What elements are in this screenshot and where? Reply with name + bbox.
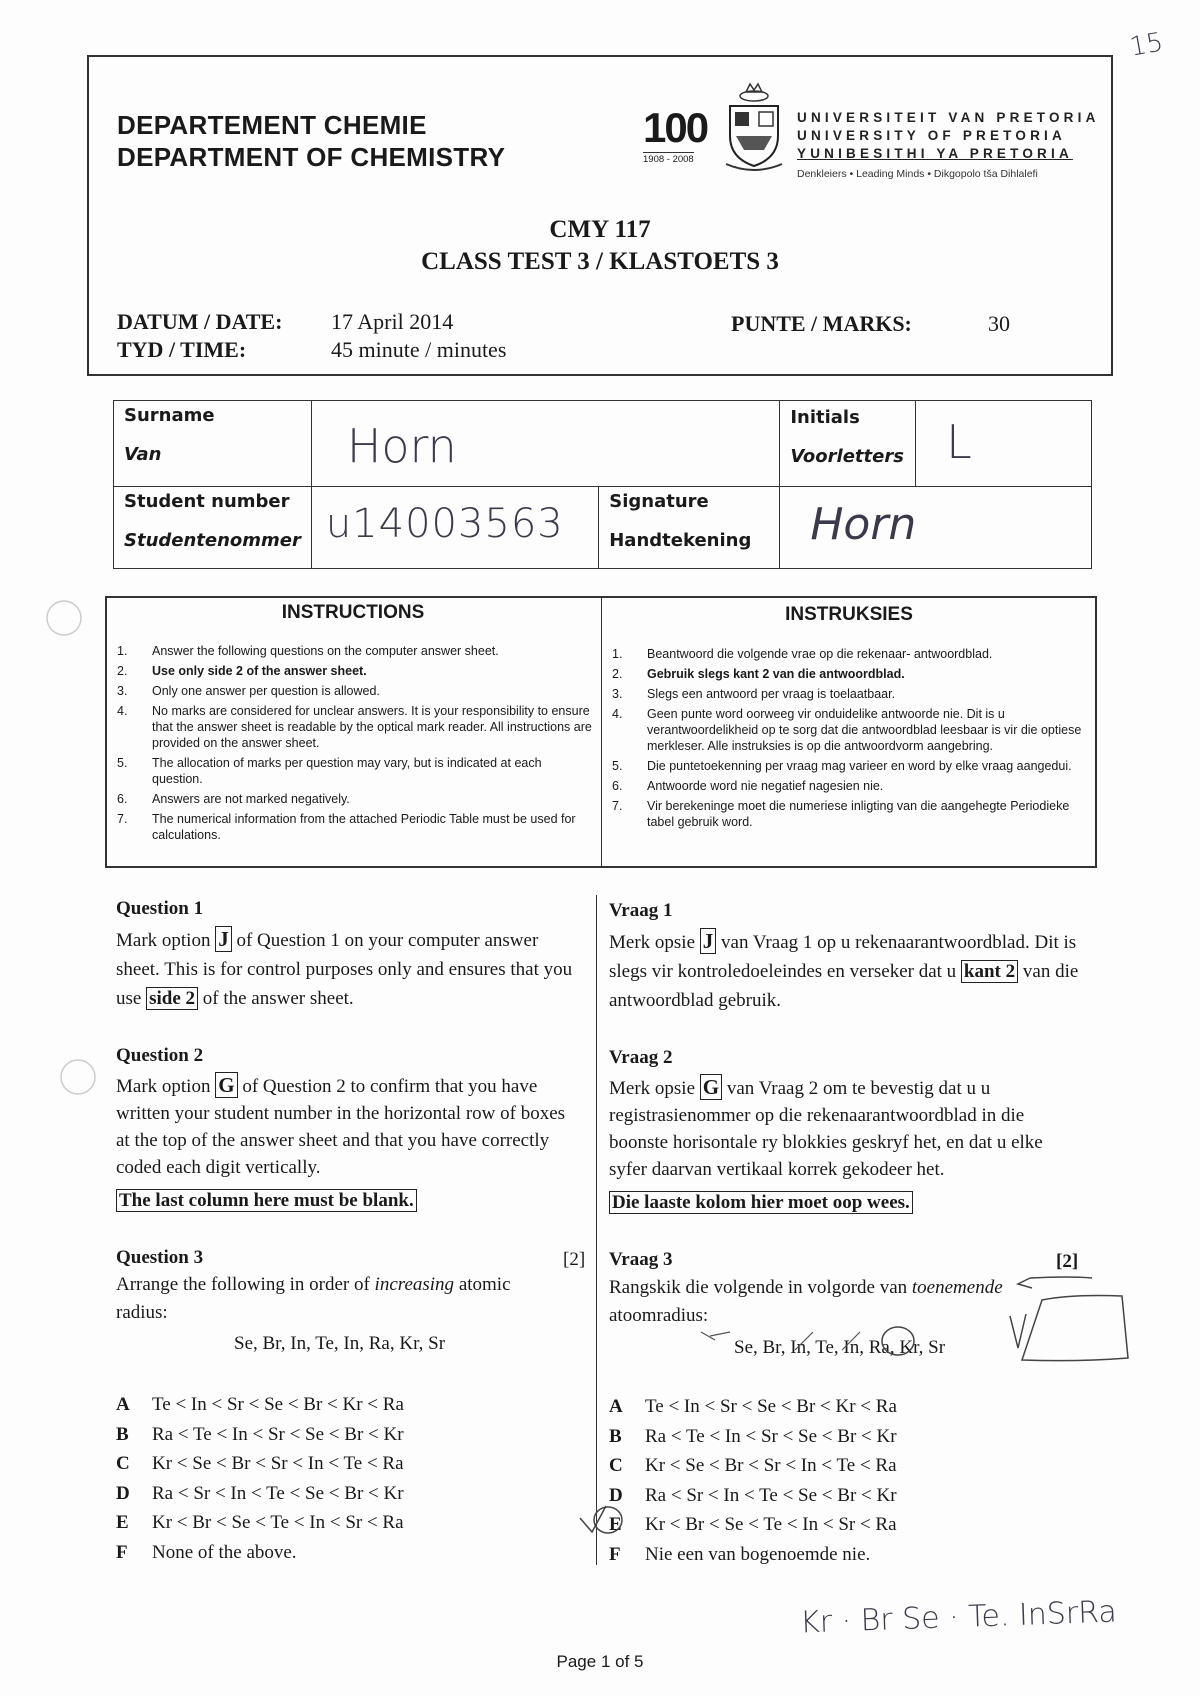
q3-option-c [116,1453,536,1479]
instr-af-item-text: Vir berekeninge moet die numeriese inligting van die aangehegte Periodieke tabel gebruik word. [647,799,1070,829]
option-text: Kr < Se < Br < Sr < In < Te < Ra [152,1453,404,1474]
voorletters-label: Voorletters [790,446,904,467]
option-letter: F [609,1543,621,1565]
uni-name-af: UNIVERSITEIT VAN PRETORIA [797,110,1100,125]
q1-text-af-a: Merk opsie [609,932,700,953]
instr-en-item-text: Use only side 2 of the answer sheet. [152,664,367,678]
q3-option-a [116,1394,536,1420]
instr-en-item-4 [117,703,592,751]
q3-option-b [116,1424,536,1450]
instr-en-item-number: 6. [117,792,128,806]
option-letter: A [609,1396,623,1417]
instr-af-item-text: Slegs een antwoord per vraag is toelaatbaar. [647,687,896,701]
instr-af-item-number: 6. [612,779,623,793]
instr-en-item-number: 1. [117,644,128,658]
instr-en-item-5 [117,755,592,787]
q1-heading-en: Question 1 [116,898,204,919]
surname-label: Surname [124,405,215,426]
q1-text-en-c: of the answer sheet. [198,988,354,1009]
q3-text-en [116,1271,556,1327]
instr-af-item-number: 7. [612,799,623,813]
instructions-title-af: INSTRUKSIES [785,604,913,625]
option-letter: B [609,1425,622,1447]
studentenommer-label: Studentenommer [124,530,301,551]
course-code: CMY 117 [549,216,651,243]
q2-heading-en: Question 2 [116,1045,204,1066]
q3-element-list-af: Se, Br, In, Te, In, Ra, Kr, Sr [734,1337,946,1358]
q2-heading-af: Vraag 2 [609,1047,673,1068]
instr-af-item-text: Geen punte word oorweeg vir onduidelike antwoorde nie. Dit is u verantwoordelikheid op te sorg dat die antwoordblad leesbaar is vir die optiese merkleser. Alle instruksies is op die antwoordvorm aangebring. [647,707,1082,753]
instr-en-item-number: 7. [117,812,128,826]
q3-marks-af: [2] [1056,1251,1079,1272]
annotation-scribbles [560,1250,1160,1550]
q3-option-e [116,1512,536,1538]
instr-af-item-2 [612,666,1082,682]
q2-text-en-b: of Question 2 to confirm that you have written your student number in the horizontal row of boxes at the top of the answer sheet and that you have correctly coded each digit vertically. [116,1076,566,1178]
signature-label: Signature [609,491,709,512]
marks-value: 30 [988,311,1010,336]
q3-option-d [116,1483,536,1509]
q3-text-af-a: Rangskik die volgende in volgorde van [609,1277,912,1298]
q1-text-af-b: van Vraag 1 op u rekenaarantwoordblad. Dit is slegs vir kontroledoeleindes en verseker dat u [609,932,1077,982]
instr-en-item-3 [117,683,592,699]
signature-value: Horn [810,499,917,550]
q1-text-en-a: Mark option [116,930,216,951]
handwritten-working: Kr · Br Se · Te. InSrRa [799,1594,1118,1641]
q2-text-en [116,1072,576,1181]
option-letter: C [609,1455,623,1476]
date-value: 17 April 2014 [331,309,454,334]
university-crest-icon [722,72,786,176]
instr-af-item-text: Gebruik slegs kant 2 van die antwoordblad. [647,667,905,681]
instr-af-item-number: 4. [612,707,623,721]
q2-blank-box-af: Die laaste kolom hier moet oop wees. [609,1191,913,1214]
option-letter: B [116,1423,129,1445]
q1-heading-af: Vraag 1 [609,900,673,921]
time-value: 45 minute / minutes [331,337,507,362]
instr-af-item-5 [612,758,1082,774]
option-text: Ra < Te < In < Sr < Se < Br < Kr [152,1423,404,1445]
q3-text-af-b: atoomradius: [609,1305,709,1326]
q1-side-box-af: kant 2 [961,960,1018,983]
marks-label: PUNTE / MARKS: [731,311,912,336]
instr-af-item-number: 5. [612,759,623,773]
dept-en: DEPARTMENT OF CHEMISTRY [117,142,506,172]
centenary-number: 100 [643,104,708,151]
q3-text-en-a: Arrange the following in order of [116,1274,375,1295]
instr-af-item-1 [612,646,1082,662]
q1-text-en-b: of Question 1 on your computer answer sheet. This is for control purposes only and ensures that you use [116,930,573,1009]
instructions-list-af [612,646,1082,834]
instr-af-item-7 [612,798,1082,830]
q2-option-box-af: G [700,1074,722,1100]
date-label: DATUM / DATE: [117,309,283,334]
instr-af-item-4 [612,706,1082,754]
page-number: Page 1 of 5 [556,1652,644,1671]
option-letter: E [609,1514,622,1535]
punch-hole-bottom [58,1057,98,1097]
q2-text-af-b: van Vraag 2 om te bevestig dat u u registrasienommer op die rekenaarantwoordblad in die boonste horisontale ry blokkies geskryf het, en dat u elke syfer daarvan vertikaal korrek gekodeer het. [609,1078,1043,1180]
option-text: Ra < Te < In < Sr < Se < Br < Kr [645,1425,897,1447]
surname-value: Horn [346,419,457,473]
q1-option-box-en: J [215,926,232,952]
instr-en-item-number: 5. [117,756,128,770]
q2-text-af [609,1074,1079,1183]
option-letter: D [609,1484,623,1506]
q3-heading-en: Question 3 [116,1247,204,1268]
dept-af: DEPARTEMENT CHEMIE [117,110,427,140]
student-number-label: Student number [124,491,290,512]
instr-af-item-number: 1. [612,647,623,661]
option-letter: E [116,1512,129,1533]
q2-blank-note-en [116,1186,417,1215]
instructions-list-en [117,643,592,847]
punch-hole-top [44,598,84,638]
initials-label: Initials [790,407,860,428]
instr-en-item-number: 4. [117,704,128,718]
option-text: Nie een van bogenoemde nie. [645,1543,871,1565]
test-title: CLASS TEST 3 / KLASTOETS 3 [421,248,779,275]
q2-text-en-a: Mark option [116,1076,216,1097]
q1-text-en [116,925,576,1013]
instr-en-item-text: Only one answer per question is allowed. [152,684,380,698]
option-text: Kr < Se < Br < Sr < In < Te < Ra [645,1455,897,1476]
option-text: None of the above. [152,1541,297,1563]
option-letter: A [116,1394,130,1415]
instr-en-item-6 [117,791,592,807]
handtekening-label: Handtekening [609,530,752,551]
instr-af-item-6 [612,778,1082,794]
option-letter: F [116,1541,128,1563]
uni-motto: Denkleiers • Leading Minds • Dikgopolo tša Dihlalefi [797,168,1038,180]
option-letter: D [116,1482,130,1504]
student-number-value: u14003563 [325,501,564,547]
q2-option-box-en: G [215,1072,237,1098]
instr-af-item-text: Beantwoord die volgende vrae op die rekenaar- antwoordblad. [647,647,993,661]
instr-af-item-3 [612,686,1082,702]
q3-heading-af: Vraag 3 [609,1249,673,1270]
option-text: Te < In < Sr < Se < Br < Kr < Ra [645,1396,897,1417]
q3-marks-en: [2] [563,1249,586,1270]
option-text: Kr < Br < Se < Te < In < Sr < Ra [152,1512,404,1533]
q1-side-box-en: side 2 [146,987,198,1010]
q3-option-f [116,1542,536,1568]
instructions-divider [601,596,602,868]
q1-text-af [609,927,1079,1015]
q2-text-af-a: Merk opsie [609,1078,700,1099]
uni-name-en: UNIVERSITY OF PRETORIA [797,128,1066,143]
uni-name-sepedi: YUNIBESITHI YA PRETORIA [797,146,1073,161]
instr-en-item-text: Answer the following questions on the computer answer sheet. [152,644,499,658]
option-text: Ra < Sr < In < Te < Se < Br < Kr [645,1484,897,1506]
option-text: Ra < Sr < In < Te < Se < Br < Kr [152,1482,404,1504]
instructions-title-en: INSTRUCTIONS [281,602,425,623]
time-label: TYD / TIME: [117,337,247,362]
q3-text-af-em: toenemende [911,1277,1003,1298]
instr-en-item-text: The numerical information from the attached Periodic Table must be used for calculations. [152,812,576,842]
instr-en-item-text: The allocation of marks per question may vary, but is indicated at each question. [152,756,542,786]
instr-af-item-text: Die puntetoekenning per vraag mag varieer en word by elke vraag aangedui. [647,759,1072,773]
instr-en-item-7 [117,811,592,843]
instr-en-item-text: Answers are not marked negatively. [152,792,350,806]
instr-en-item-number: 3. [117,684,128,698]
instr-en-item-number: 2. [117,664,128,678]
instr-en-item-2 [117,663,592,679]
centenary-years: 1908 - 2008 [643,154,694,165]
option-text: Kr < Br < Se < Te < In < Sr < Ra [645,1514,897,1535]
instr-af-item-number: 3. [612,687,623,701]
option-text: Te < In < Sr < Se < Br < Kr < Ra [152,1394,404,1415]
initials-value: L [946,415,972,469]
page-mark: 15 [1127,27,1166,63]
q3-element-list-en: Se, Br, In, Te, In, Ra, Kr, Sr [234,1333,446,1354]
q3-text-en-em: increasing [374,1274,455,1295]
q1-text-af-c: van die antwoordblad gebruik. [609,961,1079,1011]
q2-blank-box-en: The last column here must be blank. [116,1189,417,1212]
instr-af-item-number: 2. [612,667,623,681]
van-label: Van [124,444,162,465]
instr-en-item-1 [117,643,592,659]
student-details-table [113,400,1092,569]
instr-en-item-text: No marks are considered for unclear answers. It is your responsibility to ensure that the answer sheet is readable by the optical mark reader. All instructions are provided on the answer sheet. [152,704,592,750]
q3-text-en-b: atomic radius: [116,1274,511,1323]
q1-option-box-af: J [700,928,717,954]
instr-af-item-text: Antwoorde word nie negatief nagesien nie. [647,779,884,793]
option-letter: C [116,1453,130,1474]
q2-blank-note-af [609,1188,913,1217]
